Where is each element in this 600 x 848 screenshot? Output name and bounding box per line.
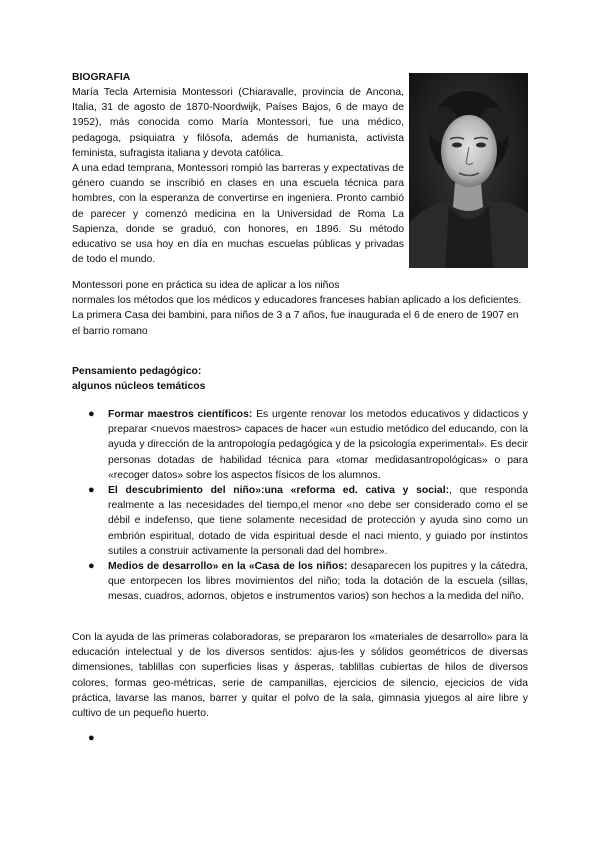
materiales-paragraph: Con la ayuda de las primeras colaboradoras, se prepararon los «materiales de desarrollo» para la educación intelectual y de los diversos sentidos: ajus-les y sólidos geométricos de diversas dimensiones, tablillas con superficies lisas y ásperas, tablillas cubiertas de hilos de diversos colores, formas geo-métricas, serie de campanillas, ejercicios de silencio, ejecicios de vida práctica, lavarse las manos, barrer y quitar el polvo de la sala, gimnasia yjuegos al aire libre y cultivo de un pequeño huerto. (72, 632, 528, 720)
list-item-text: , que responda realmente a las necesidades del tiempo,el menor «no debe ser considerado como el se débil e indefenso, que tiene solamente necesidad de protección y ayuda sino como un embrión espiritual, dotado de vida espiritual desde el naci miento, y guiado por instintos sutiles a construir activamente la personali dad del hombre». (108, 485, 528, 557)
empty-bullet-icon: ● (88, 732, 95, 744)
list-item-title: El descubrimiento del niño»:una «reforma ed. cativa y social: (108, 485, 450, 497)
montessori-paragraph-1-rest: normales los métodos que los médicos y educadores franceses habían aplicado a los deficientes. (72, 295, 522, 307)
biografia-text (72, 85, 404, 267)
montessori-paragraph-2: La primera Casa dei bambini, para niños de 3 a 7 años, fue inaugurada el 6 de enero de 1907 en el barrio romano (72, 310, 519, 337)
list-item (72, 407, 528, 483)
biografia-heading: BIOGRAFIA (72, 72, 131, 83)
pensamiento-heading (72, 364, 205, 394)
list-item (72, 559, 528, 605)
montessori-text (72, 278, 528, 339)
pensamiento-heading-line-1: Pensamiento pedagógico: (72, 366, 202, 377)
bullet-icon: ● (88, 484, 95, 497)
bullet-icon: ● (88, 408, 95, 420)
portrait-photo-icon (409, 73, 528, 268)
bullet-list (72, 407, 528, 605)
list-item-text: Es urgente renovar los metodos educativos y didacticos y preparar <nuevos maestros> capaces de hacer «un estudio metódico del educando, con la ayuda y dirección de la antropología pedagógica y de la psicología experimental». Es decir personas dotadas de habilidad técnica para «tomar medidasantropológicas» o para «recoger datos» sobre los aspectos físicos de los alumnos. (108, 409, 528, 481)
list-item (72, 483, 528, 559)
biografia-paragraph-1: María Tecla Artemisia Montessori (Chiaravalle, provincia de Ancona, Italia, 31 de agosto de 1870-Noordwijk, Países Bajos, 6 de mayo de 1952), más conocida como María Montessori, fue una médico, pedagoga, psiquiatra y filósofa, además de humanista, activista feminista, sufragista italiana y devota católica. (72, 87, 404, 159)
bullet-icon: ● (88, 560, 95, 573)
pensamiento-heading-line-2: algunos núcleos temáticos (72, 381, 206, 393)
list-item-title: Medios de desarrollo» en la «Casa de los niños: (108, 561, 348, 573)
montessori-line-1: Montessori pone en práctica su idea de aplicar a los niños (72, 280, 340, 291)
list-item-text: desaparecen los pupitres y la cátedra, que entorpecen los libres movimientos del niño; toda la dotación de la escuela (sillas, mesas, cuadros, adornos, objetos e instrumentos varios) son hechos a la medida del niño. (108, 561, 529, 603)
list-item-title: Formar maestros científicos: (108, 409, 253, 420)
biografia-paragraph-2: A una edad temprana, Montessori rompió las barreras y expectativas de género cuando se inscribió en clases en una escuela técnica para hombres, con la esperanza de convertirse en ingeniera. Pronto cambió de parecer y comenzó medicina en la Universidad de Roma La Sapienza, donde se graduó, con honores, en 1896. Su método educativo se usa hoy en día en muchas escuelas públicas y privadas de todo el mundo. (72, 163, 404, 266)
